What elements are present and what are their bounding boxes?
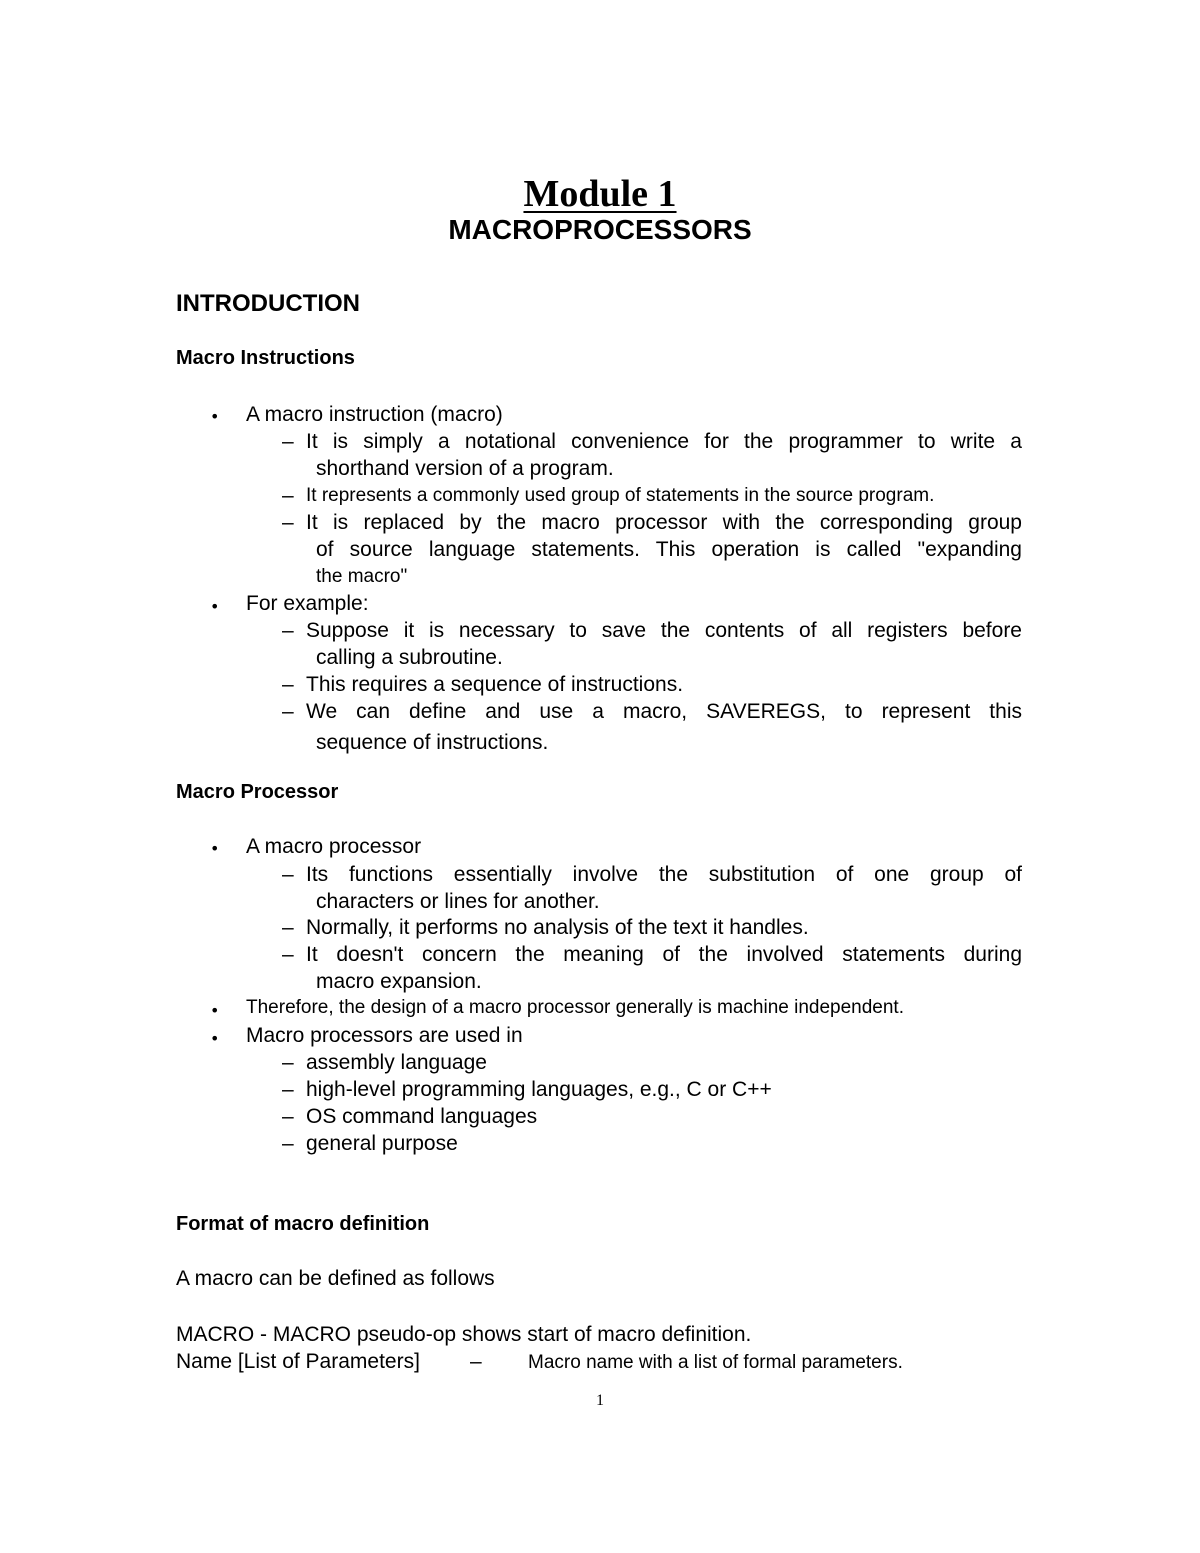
mp-bullet-macro-processor: A macro processor <box>246 835 422 858</box>
dash-marker: – <box>282 700 294 723</box>
mi-example3-line2: sequence of instructions. <box>316 731 549 754</box>
mp-sub3-line2: macro expansion. <box>316 970 482 993</box>
mi-sub3-line2: of source language statements. This operation is called "expanding <box>316 538 1022 561</box>
mi-example2: This requires a sequence of instructions. <box>306 673 684 696</box>
module-title: Module 1 <box>523 173 677 215</box>
dash-marker: – <box>282 1105 294 1128</box>
mi-sub2: It represents a commonly used group of statements in the source program. <box>306 485 935 506</box>
mi-sub3-line1: It is replaced by the macro processor with the corresponding group <box>306 511 1022 534</box>
format-line-macro: MACRO - MACRO pseudo-op shows start of macro definition. <box>176 1323 752 1346</box>
format-line-name: Name [List of Parameters] <box>176 1350 420 1373</box>
mp-bullet-machine-independent: Therefore, the design of a macro processor generally is machine independent. <box>246 997 904 1018</box>
mi-sub1-line2: shorthand version of a program. <box>316 457 614 480</box>
bullet-marker: • <box>210 1001 220 1020</box>
mp-bullet-used-in: Macro processors are used in <box>246 1024 523 1047</box>
mp-use-item: general purpose <box>306 1132 458 1155</box>
mi-bullet-macro-instruction: A macro instruction (macro) <box>246 403 503 426</box>
mp-use-item: assembly language <box>306 1051 487 1074</box>
dash-marker: – <box>282 1078 294 1101</box>
dash-marker: – <box>282 484 294 507</box>
mp-sub3-line1: It doesn't concern the meaning of the involved statements during <box>306 943 1022 966</box>
dash-marker: – <box>282 1051 294 1074</box>
dash-marker: – <box>282 916 294 939</box>
bullet-marker: • <box>210 407 220 426</box>
dash-marker: – <box>282 619 294 642</box>
macro-processor-heading: Macro Processor <box>176 781 339 803</box>
mi-example3-line1: We can define and use a macro, SAVEREGS, to represent this <box>306 700 1022 723</box>
mp-use-item: OS command languages <box>306 1105 538 1128</box>
format-line-dash: – <box>470 1350 482 1373</box>
main-title: MACROPROCESSORS <box>448 214 752 245</box>
dash-marker: – <box>282 943 294 966</box>
dash-marker: – <box>282 673 294 696</box>
mi-example1-line2: calling a subroutine. <box>316 646 503 669</box>
mi-example1-line1: Suppose it is necessary to save the contents of all registers before <box>306 619 1022 642</box>
format-heading: Format of macro definition <box>176 1213 430 1235</box>
mp-use-item: high-level programming languages, e.g., C or C++ <box>306 1078 772 1101</box>
format-intro: A macro can be defined as follows <box>176 1267 495 1290</box>
mi-sub1-line1: It is simply a notational convenience for the programmer to write a <box>306 430 1022 453</box>
mp-sub1-line2: characters or lines for another. <box>316 890 600 913</box>
mp-sub2: Normally, it performs no analysis of the text it handles. <box>306 916 809 939</box>
format-line-name-desc: Macro name with a list of formal parameters. <box>528 1352 903 1373</box>
dash-marker: – <box>282 1132 294 1155</box>
mi-bullet-for-example: For example: <box>246 592 369 615</box>
mi-sub3-line3: the macro" <box>316 566 408 587</box>
dash-marker: – <box>282 511 294 534</box>
dash-marker: – <box>282 430 294 453</box>
introduction-heading: INTRODUCTION <box>176 290 360 317</box>
dash-marker: – <box>282 863 294 886</box>
bullet-marker: • <box>210 839 220 858</box>
bullet-marker: • <box>210 597 220 616</box>
macro-instructions-heading: Macro Instructions <box>176 347 355 369</box>
page-number: 1 <box>596 1392 604 1409</box>
mp-sub1-line1: Its functions essentially involve the substitution of one group of <box>306 863 1022 886</box>
bullet-marker: • <box>210 1029 220 1048</box>
